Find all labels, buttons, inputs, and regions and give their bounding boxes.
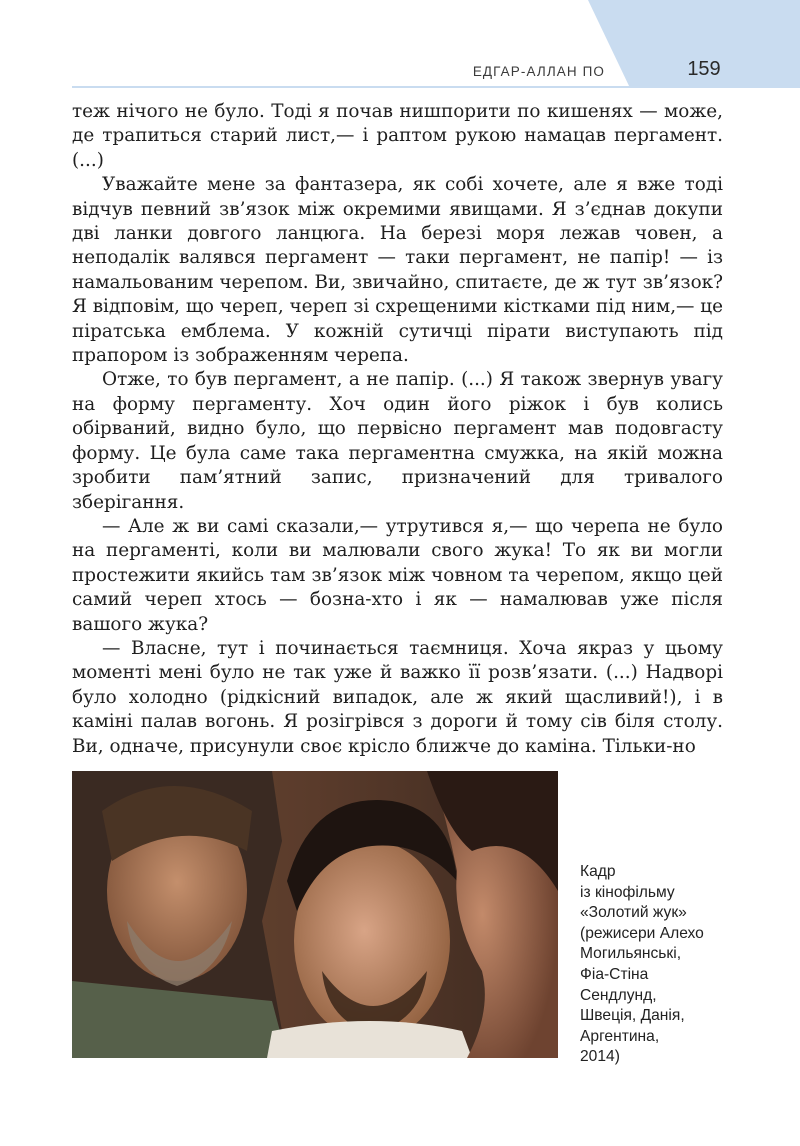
running-head-author: ЕДГАР-АЛЛАН ПО (472, 64, 605, 79)
body-text (72, 100, 723, 759)
page-number: 159 (687, 58, 721, 80)
paragraph: теж нічого не було. Тоді я почав нишпорити по кишенях — може, де трапиться старий лист,— і раптом рукою намацав пергамент. (...) (72, 101, 723, 171)
header-rule (72, 86, 800, 88)
film-still-photo (72, 771, 558, 1058)
paragraph: — Але ж ви самі сказали,— утрутився я,— що черепа не було на пергаменті, коли ви малювали свого жука! То як ви могли простежити якийсь там зв’язок між човном та черепом, якщо цей самий череп хтось — бозна-хто і як — намалював уже після вашого жука? (72, 515, 723, 635)
paragraph: — Власне, тут і починається таємниця. Хоча якраз у цьому моменті мені було не так уже й важко її розв’язати. (...) Надворі було холодно (рідкісний випадок, але ж який щасливий!), і в каміні палав вогонь. Я розігрівся з дороги й тому сів біля столу. Ви, одначе, присунули своє крісло ближче до каміна. Тільки-но (72, 637, 723, 757)
paragraph: Отже, то був пергамент, а не папір. (...) Я також звернув увагу на форму пергаменту. Хоч один його ріжок і був колись обірваний, видно було, що первісно пергамент мав подовгасту форму. Це була саме така пергаментна смужка, на якій можна зробити пам’ятний запис, призначений для тривалого зберігання. (72, 369, 723, 513)
figure-caption: Кадр із кінофільму «Золотий жук» (режисери Алехо Могильянські, Фіа-Стіна Сендлунд, Швеція, Данія, Аргентина, 2014) (580, 863, 704, 1066)
paragraph: Уважайте мене за фантазера, як собі хочете, але я вже тоді відчув певний зв’язок між окремими явищами. Я з’єднав докупи дві ланки довгого ланцюга. На березі моря лежав човен, а неподалік валявся пергамент — таки пергамент, не папір! — із намальованим черепом. Ви, звичайно, спитаєте, де ж тут зв’язок? Я відповім, що череп, череп зі схрещеними кістками під ним,— це піратська емблема. У кожній сутичці пірати виступають під прапором із зображенням черепа. (72, 174, 723, 367)
